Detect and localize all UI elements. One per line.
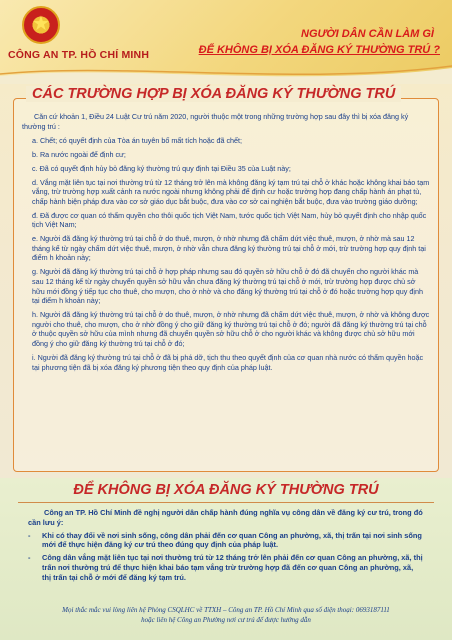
footer-line-2: hoặc liên hệ Công an Phường nơi cư trú để được hướng dẫn [141,615,311,624]
advice-body [28,508,424,586]
case-item: a. Chết; có quyết định của Tòa án tuyên bố mất tích hoặc đã chết; [32,135,243,145]
header-banner [0,0,452,80]
bullet-dash: - [28,553,31,563]
bullet-dash: - [28,530,31,540]
tagline-line-1: NGƯỜI DÂN CẦN LÀM GÌ [301,28,434,40]
advice-bullet-text: Công dân vắng mặt liên tục tại nơi thường trú từ 12 tháng trở lên phải đến cơ quan Công an phường, xã, thị trấn nơi thường trú để thực hiện khai báo tạm vắng trừ trường hợp đã đến cơ quan Công an phường, xã, thị trấn tại chỗ ở mới để đăng ký tạm trú. [42,553,423,582]
police-emblem-icon [22,6,60,44]
advice-bullet [28,553,424,582]
advice-bullet-text: Khi có thay đổi về nơi sinh sống, công dân phải đến cơ quan Công an phường, xã, thị trấn tại nơi sinh sống mới để thực hiện đăng ký cư trú theo đúng quy định của pháp luật. [42,530,422,550]
removal-cases-title: CÁC TRƯỜNG HỢP BỊ XÓA ĐĂNG KÝ THƯỜNG TRÚ [26,86,401,102]
advice-bullet [28,531,424,551]
contact-footer [0,606,452,625]
advice-divider [18,502,434,503]
organization-name: CÔNG AN TP. HỒ CHÍ MINH [8,49,150,61]
case-item: e. Người đã đăng ký thường trú tại chỗ ở do thuê, mượn, ở nhờ nhưng đã chấm dứt việc thuê, mượn, ở nhờ mà sau 12 tháng kể từ ngày chấm dứt việc thuê, mượn, ở nhờ vẫn chưa đăng ký thường trú tại chỗ ở mới, trừ trường hợp quy định tại điểm h khoản này; [32,234,426,263]
advice-title: ĐỂ KHÔNG BỊ XÓA ĐĂNG KÝ THƯỜNG TRÚ [73,482,379,498]
case-item: h. Người đã đăng ký thường trú tại chỗ ở do thuê, mượn, ở nhờ nhưng đã chấm dứt việc thuê, mượn, ở nhờ và không được người cho thuê, cho mượn, cho ở nhờ đồng ý cho giữ đăng ký thường trú tại chỗ ở đó; người đã đăng ký thường trú tại chỗ ở thuộc quyền sở hữu của mình nhưng đã chuyển quyền sở hữu chỗ ở cho người khác và không được chủ sở hữu mới đồng ý cho giữ đăng ký thường trú tại chỗ ở đó; [32,310,430,348]
advice-intro: Công an TP. Hồ Chí Minh đề nghị người dân chấp hành đúng nghĩa vụ công dân về đăng ký cư trú, trong đó cần lưu ý: [28,508,423,527]
header-swoosh [0,62,452,84]
footer-line-1: Mọi thắc mắc vui lòng liên hệ Phòng CSQLHC về TTXH – Công an TP. Hồ Chí Minh qua số điện thoại: 0693187111 [62,606,390,614]
case-item: g. Người đã đăng ký thường trú tại chỗ ở hợp pháp nhưng sau đó quyền sở hữu chỗ ở đó đã chuyển cho người khác mà sau 12 tháng kể từ ngày chuyển quyền sở hữu vẫn chưa đăng ký thường trú tại chỗ ở mới, trừ trường hợp được chủ sở hữu mới đồng ý tiếp tục cho thuê, cho mượn, cho ở nhờ và cho đăng ký thường trú tại chỗ ở đó hoặc trường hợp quy định tại điểm h khoản này; [32,267,423,306]
removal-cases-body [22,112,430,377]
case-item: i. Người đã đăng ký thường trú tại chỗ ở đã bị phá dỡ, tịch thu theo quyết định của cơ quan nhà nước có thẩm quyền hoặc tại phương tiện đã bị xóa đăng ký phương tiện theo quy định của pháp luật. [32,352,424,372]
case-item: b. Ra nước ngoài để định cư; [32,149,126,159]
case-item: đ. Đã được cơ quan có thẩm quyền cho thôi quốc tịch Việt Nam, tước quốc tịch Việt Nam, hủy bỏ quyết định cho nhập quốc tịch Việt Nam; [32,210,427,230]
case-item: c. Đã có quyết định hủy bỏ đăng ký thường trú quy định tại Điều 35 của Luật này; [32,163,291,173]
emblem-star: ★ [32,13,50,35]
case-item: d. Vắng mặt liên tục tại nơi thường trú từ 12 tháng trở lên mà không đăng ký tạm trú tại chỗ ở khác hoặc không khai báo tạm vắng, trừ trường hợp xuất cảnh ra nước ngoài nhưng không phải để định cư hoặc trường hợp đang chấp hành án phạt tù, chấp hành biện pháp đưa vào cơ sở giáo dục bắt buộc, đưa vào cơ sở cai nghiện bắt buộc, đưa vào trường giáo dưỡng; [32,177,430,206]
removal-cases-intro: Căn cứ khoản 1, Điều 24 Luật Cư trú năm 2020, người thuộc một trong những trường hợp sau đây thì bị xóa đăng ký thường trú : [22,112,409,131]
tagline-line-2: ĐỂ KHÔNG BỊ XÓA ĐĂNG KÝ THƯỜNG TRÚ ? [198,44,440,56]
